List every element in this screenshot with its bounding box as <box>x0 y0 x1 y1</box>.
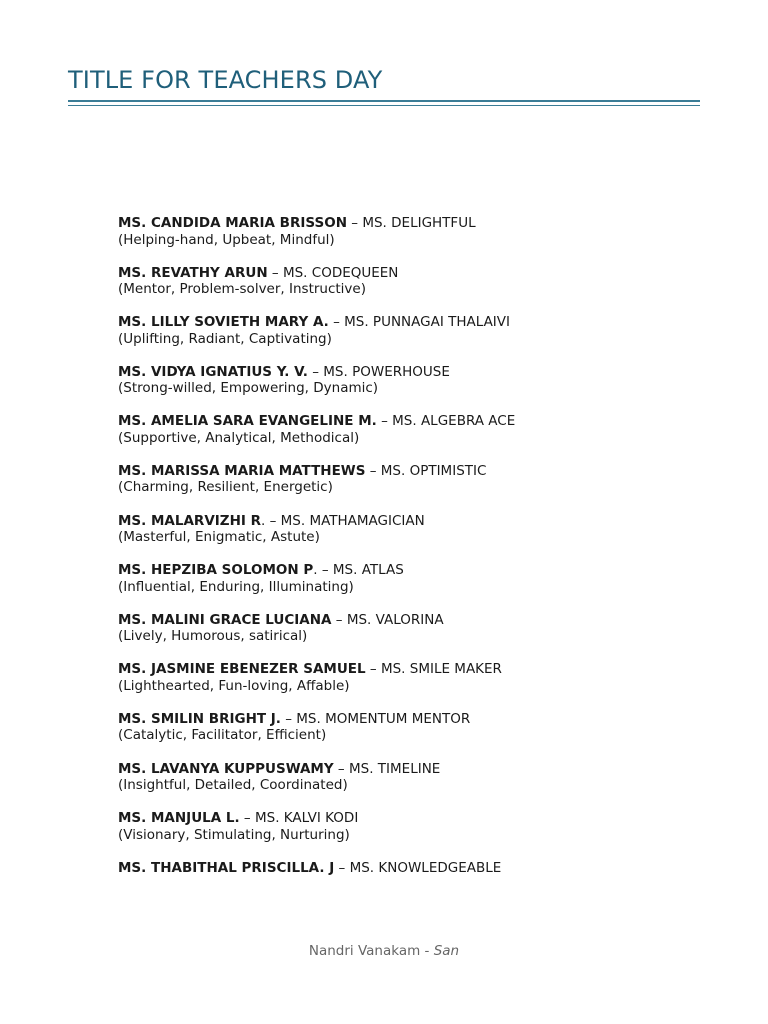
teacher-title-list <box>118 215 718 909</box>
entry-heading <box>118 513 718 530</box>
entry-heading <box>118 612 718 629</box>
teacher-title: MS. SMILE MAKER <box>380 661 502 678</box>
teacher-title: MS. CODEQUEEN <box>282 264 399 281</box>
teacher-entry <box>118 413 718 463</box>
title-underline-thin <box>68 105 700 106</box>
teacher-traits: (Catalytic, Facilitator, Efficient) <box>118 727 327 744</box>
teacher-traits: (Masterful, Enigmatic, Astute) <box>118 529 320 546</box>
teacher-title: MS. TIMELINE <box>348 760 441 777</box>
teacher-name: MS. LILLY SOVIETH MARY A. <box>118 314 329 331</box>
teacher-traits: (Mentor, Problem-solver, Instructive) <box>118 281 366 298</box>
name-tail: . <box>261 512 266 529</box>
teacher-name: MS. AMELIA SARA EVANGELINE M. <box>118 413 377 430</box>
teacher-traits: (Uplifting, Radiant, Captivating) <box>118 330 332 347</box>
teacher-name: MS. THABITHAL PRISCILLA. J <box>118 859 335 876</box>
teacher-title: MS. PUNNAGAI THALAIVI <box>344 314 511 331</box>
separator: – <box>365 661 381 678</box>
teacher-entry <box>118 661 718 711</box>
entry-heading <box>118 562 718 579</box>
teacher-traits: (Supportive, Analytical, Methodical) <box>118 429 360 446</box>
separator: – <box>265 512 281 529</box>
separator: – <box>267 264 283 281</box>
teacher-title: MS. KALVI KODI <box>254 810 359 827</box>
teacher-traits: (Helping-hand, Upbeat, Mindful) <box>118 231 335 248</box>
separator: – <box>239 810 255 827</box>
teacher-entry <box>118 463 718 513</box>
teacher-traits: (Influential, Enduring, Illuminating) <box>118 578 354 595</box>
teacher-name: MS. REVATHY ARUN <box>118 264 268 281</box>
teacher-title: MS. DELIGHTFUL <box>362 215 476 231</box>
entry-heading <box>118 463 718 480</box>
entry-heading <box>118 661 718 678</box>
teacher-entry <box>118 562 718 612</box>
entry-heading <box>118 810 718 827</box>
entry-heading <box>118 215 718 232</box>
teacher-name: MS. VIDYA IGNATIUS Y. V. <box>118 363 308 380</box>
teacher-entry <box>118 215 718 265</box>
teacher-title: MS. ATLAS <box>332 562 404 579</box>
teacher-name: MS. MARISSA MARIA MATTHEWS <box>118 462 366 479</box>
teacher-entry <box>118 860 718 910</box>
entry-heading <box>118 265 718 282</box>
teacher-name: MS. CANDIDA MARIA BRISSON <box>118 215 347 231</box>
separator: – <box>307 363 324 380</box>
name-tail: . <box>313 562 318 579</box>
teacher-name: MS. JASMINE EBENEZER SAMUEL <box>118 661 366 678</box>
separator: – <box>317 562 333 579</box>
separator: – <box>333 760 349 777</box>
entry-heading <box>118 761 718 778</box>
teacher-title: MS. MATHAMAGICIAN <box>280 512 425 529</box>
separator: – <box>365 462 381 479</box>
teacher-name: MS. HEPZIBA SOLOMON P <box>118 562 314 579</box>
page-title: TITLE FOR TEACHERS DAY <box>68 66 383 94</box>
teacher-traits: (Lighthearted, Fun-loving, Affable) <box>118 677 350 694</box>
teacher-title: MS. ALGEBRA ACE <box>392 413 516 430</box>
teacher-traits: (Charming, Resilient, Energetic) <box>118 479 333 496</box>
entry-heading <box>118 860 718 877</box>
teacher-traits: (Strong-willed, Empowering, Dynamic) <box>118 380 379 397</box>
entry-heading <box>118 314 718 331</box>
teacher-traits: (Lively, Humorous, satirical) <box>118 628 308 645</box>
teacher-entry <box>118 265 718 315</box>
teacher-traits: (Visionary, Stimulating, Nurturing) <box>118 826 350 843</box>
teacher-title: MS. MOMENTUM MENTOR <box>296 710 471 727</box>
teacher-name: MS. SMILIN BRIGHT J. <box>118 710 281 727</box>
teacher-entry <box>118 314 718 364</box>
teacher-name: MS. MALINI GRACE LUCIANA <box>118 611 332 628</box>
teacher-entry <box>118 364 718 414</box>
footer-text: Nandri Vanakam - <box>308 943 434 959</box>
teacher-entry <box>118 810 718 860</box>
teacher-entry <box>118 711 718 761</box>
separator: – <box>328 314 345 331</box>
teacher-traits: (Insightful, Detailed, Coordinated) <box>118 777 348 794</box>
separator: – <box>280 710 297 727</box>
teacher-title: MS. VALORINA <box>346 611 444 628</box>
teacher-title: MS. POWERHOUSE <box>323 363 450 380</box>
separator: – <box>331 611 347 628</box>
title-underline <box>68 100 700 102</box>
teacher-entry <box>118 761 718 811</box>
separator: – <box>334 859 350 876</box>
footer-signature: San <box>433 943 460 959</box>
teacher-name: MS. LAVANYA KUPPUSWAMY <box>118 760 334 777</box>
entry-heading <box>118 364 718 381</box>
footer-signoff <box>0 943 768 959</box>
teacher-name: MS. MANJULA L. <box>118 810 240 827</box>
teacher-title: MS. OPTIMISTIC <box>380 462 487 479</box>
separator: – <box>347 215 363 231</box>
teacher-title: MS. KNOWLEDGEABLE <box>349 859 502 876</box>
teacher-name: MS. MALARVIZHI R <box>118 512 261 529</box>
entry-heading <box>118 413 718 430</box>
entry-heading <box>118 711 718 728</box>
separator: – <box>376 413 393 430</box>
teacher-entry <box>118 612 718 662</box>
teacher-entry <box>118 513 718 563</box>
